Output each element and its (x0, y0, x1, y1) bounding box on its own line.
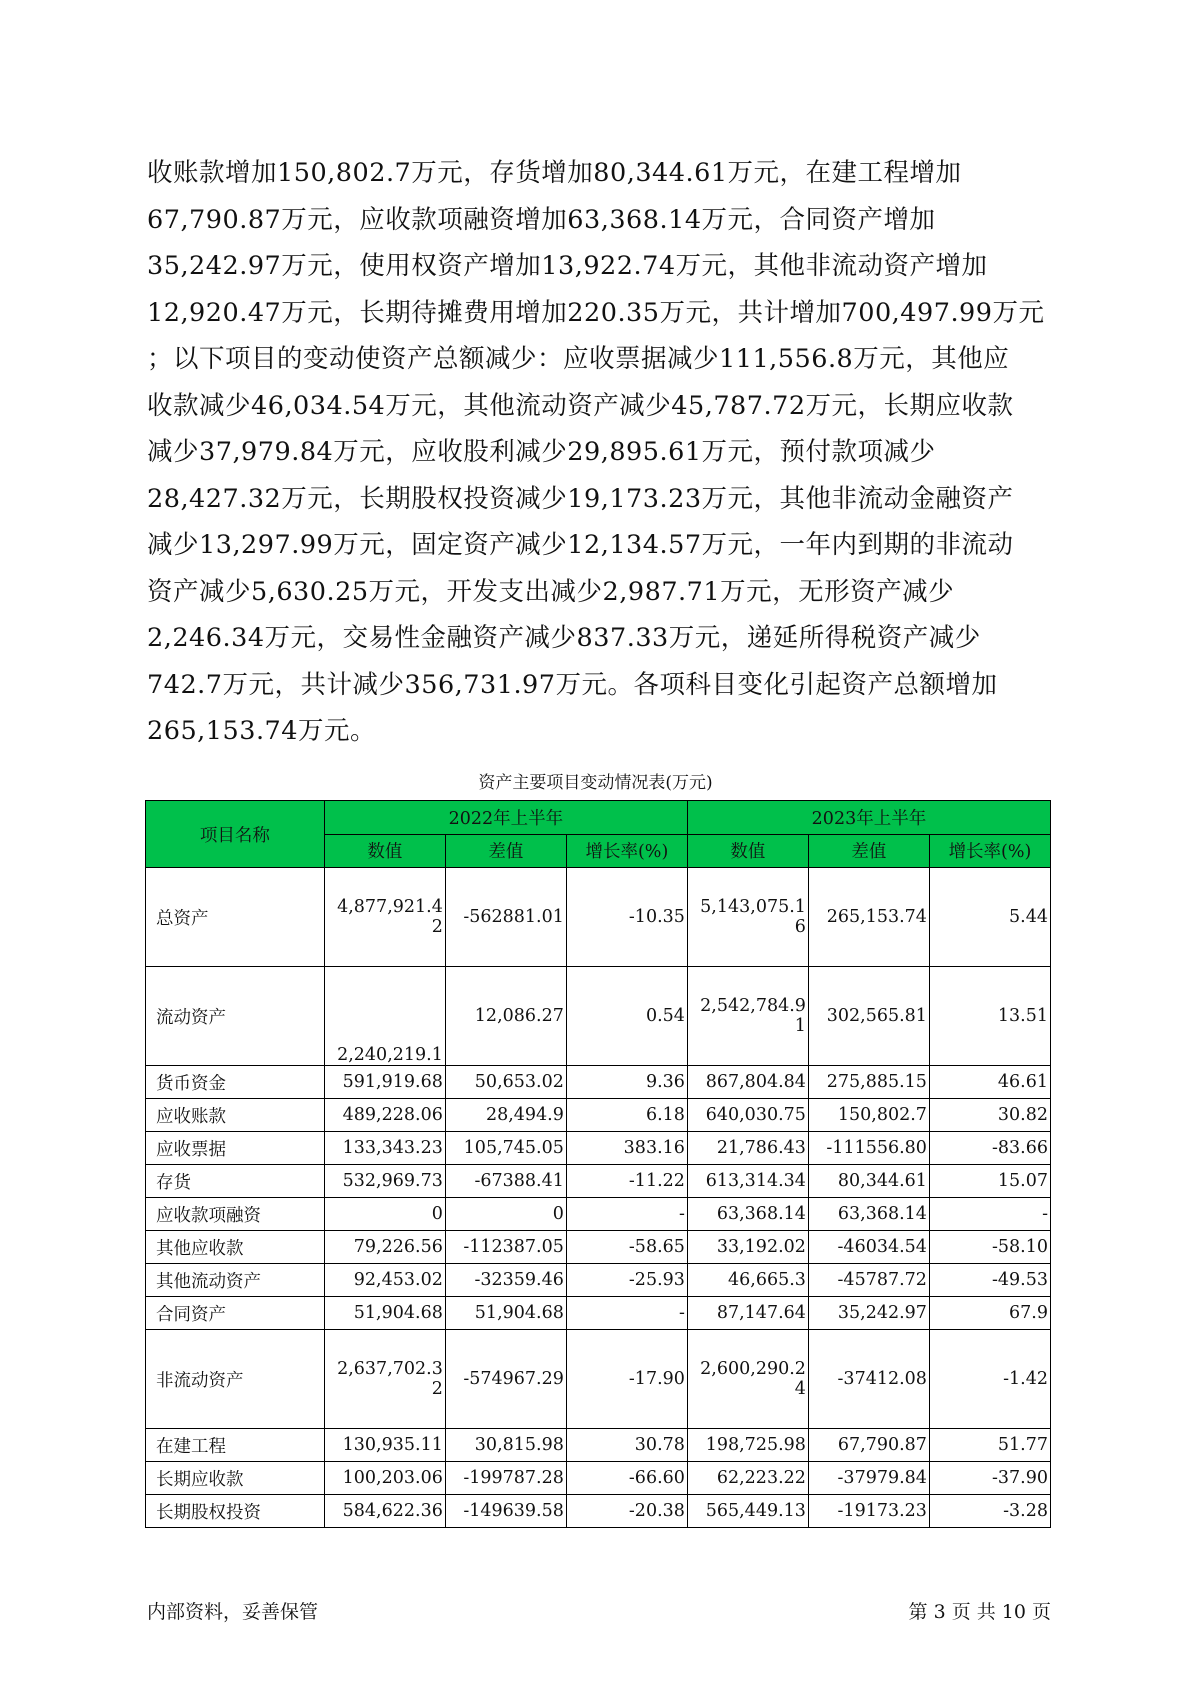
cell-value-2023: 198,725.98 (687, 1429, 808, 1462)
cell-value-2022: 2,240,219.1 (324, 967, 445, 1066)
row-name: 长期应收款 (146, 1462, 325, 1495)
cell-rate-2022: -17.90 (566, 1330, 687, 1429)
cell-value-2022: 51,904.68 (324, 1297, 445, 1330)
cell-diff-2023: 265,153.74 (808, 868, 929, 967)
row-name: 应收票据 (146, 1132, 325, 1165)
cell-diff-2023: 302,565.81 (808, 967, 929, 1066)
cell-value-2023: 87,147.64 (687, 1297, 808, 1330)
header-value-2023: 数值 (687, 834, 808, 868)
cell-value-2022: 4,877,921.42 (324, 868, 445, 967)
footer-page-number: 第 3 页 共 10 页 (908, 1601, 1051, 1623)
body-paragraph: 收账款增加150,802.7万元，存货增加80,344.61万元，在建工程增加 67,790.87万元，应收款项融资增加63,368.14万元，合同资产增加 35,242.97万元，使用权资产增加13,922.74万元，其他非流动资产增加 12,920.47万元，长期待摊费用增加220.35万元，共计增加700,497.99万元 ；以下项目的变动使资产总额减少：应收票据减少111,556.8万元，其他应 收款减少46,034.54万元，其他流动资产减少45,787.72万元，长期应收款 减少37,979.84万元，应收股利减少29,895.61万元，预付款项减少 28,427.32万元，长期股权投资减少19,173.23万元，其他非流动金融资产 减少13,297.99万元，固定资产减少12,134.57万元，一年内到期的非流动 资产减少5,630.25万元，开发支出减少2,987.71万元，无形资产减少 2,246.34万元，交易性金融资产减少837.33万元，递延所得税资产减少 742.7万元，共计减少356,731.97万元。各项科目变化引起资产总额增加 265,153.74万元。 (147, 158, 1045, 746)
cell-rate-2023: -58.10 (929, 1231, 1050, 1264)
cell-diff-2022: 12,086.27 (445, 967, 566, 1066)
cell-value-2022: 0 (324, 1198, 445, 1231)
row-name: 在建工程 (146, 1429, 325, 1462)
header-diff-2022: 差值 (445, 834, 566, 868)
cell-value-2023: 867,804.84 (687, 1066, 808, 1099)
asset-change-table (145, 800, 1051, 1528)
row-name: 长期股权投资 (146, 1495, 325, 1528)
cell-rate-2023: 5.44 (929, 868, 1050, 967)
cell-value-2023: 33,192.02 (687, 1231, 808, 1264)
cell-diff-2022: 50,653.02 (445, 1066, 566, 1099)
cell-diff-2022: 105,745.05 (445, 1132, 566, 1165)
cell-diff-2023: -46034.54 (808, 1231, 929, 1264)
cell-value-2023: 62,223.22 (687, 1462, 808, 1495)
cell-rate-2022: -11.22 (566, 1165, 687, 1198)
table-row (146, 1099, 1051, 1132)
cell-rate-2022: -66.60 (566, 1462, 687, 1495)
row-name: 存货 (146, 1165, 325, 1198)
table-row (146, 1198, 1051, 1231)
cell-diff-2022: -199787.28 (445, 1462, 566, 1495)
cell-value-2022: 584,622.36 (324, 1495, 445, 1528)
cell-value-2022: 591,919.68 (324, 1066, 445, 1099)
cell-rate-2022: 6.18 (566, 1099, 687, 1132)
cell-rate-2023: -1.42 (929, 1330, 1050, 1429)
row-name: 流动资产 (146, 967, 325, 1066)
cell-diff-2023: 80,344.61 (808, 1165, 929, 1198)
table-row (146, 1132, 1051, 1165)
cell-diff-2023: 63,368.14 (808, 1198, 929, 1231)
table-row (146, 967, 1051, 1066)
cell-rate-2022: -20.38 (566, 1495, 687, 1528)
row-name: 合同资产 (146, 1297, 325, 1330)
cell-diff-2022: -574967.29 (445, 1330, 566, 1429)
row-name: 应收款项融资 (146, 1198, 325, 1231)
row-name: 其他应收款 (146, 1231, 325, 1264)
cell-value-2022: 489,228.06 (324, 1099, 445, 1132)
header-period-2023: 2023年上半年 (687, 801, 1050, 835)
cell-rate-2022: -10.35 (566, 868, 687, 967)
table-row (146, 1231, 1051, 1264)
cell-value-2022: 2,637,702.32 (324, 1330, 445, 1429)
cell-rate-2022: 383.16 (566, 1132, 687, 1165)
cell-rate-2023: -3.28 (929, 1495, 1050, 1528)
cell-value-2023: 565,449.13 (687, 1495, 808, 1528)
header-rate-2022: 增长率(%) (566, 834, 687, 868)
cell-rate-2023: 51.77 (929, 1429, 1050, 1462)
table-row (146, 1462, 1051, 1495)
cell-diff-2023: -45787.72 (808, 1264, 929, 1297)
cell-rate-2022: - (566, 1198, 687, 1231)
header-rate-2023: 增长率(%) (929, 834, 1050, 868)
cell-rate-2023: -37.90 (929, 1462, 1050, 1495)
header-diff-2023: 差值 (808, 834, 929, 868)
cell-rate-2022: 30.78 (566, 1429, 687, 1462)
cell-value-2023: 2,600,290.24 (687, 1330, 808, 1429)
row-name: 非流动资产 (146, 1330, 325, 1429)
footer-confidential-note: 内部资料，妥善保管 (147, 1601, 319, 1623)
cell-rate-2022: 0.54 (566, 967, 687, 1066)
cell-value-2023: 46,665.3 (687, 1264, 808, 1297)
cell-diff-2022: 28,494.9 (445, 1099, 566, 1132)
cell-value-2023: 63,368.14 (687, 1198, 808, 1231)
cell-diff-2022: -149639.58 (445, 1495, 566, 1528)
table-row (146, 1330, 1051, 1429)
row-name: 总资产 (146, 868, 325, 967)
cell-value-2022: 79,226.56 (324, 1231, 445, 1264)
cell-rate-2023: 46.61 (929, 1066, 1050, 1099)
cell-diff-2022: -112387.05 (445, 1231, 566, 1264)
cell-value-2023: 2,542,784.91 (687, 967, 808, 1066)
cell-diff-2022: -562881.01 (445, 868, 566, 967)
cell-rate-2023: -83.66 (929, 1132, 1050, 1165)
table-caption: 资产主要项目变动情况表(万元) (478, 773, 713, 793)
cell-value-2022: 532,969.73 (324, 1165, 445, 1198)
table-row (146, 1495, 1051, 1528)
cell-rate-2023: 15.07 (929, 1165, 1050, 1198)
cell-value-2022: 133,343.23 (324, 1132, 445, 1165)
cell-diff-2022: 51,904.68 (445, 1297, 566, 1330)
cell-rate-2022: -25.93 (566, 1264, 687, 1297)
cell-value-2023: 21,786.43 (687, 1132, 808, 1165)
table-row (146, 1066, 1051, 1099)
cell-diff-2022: 30,815.98 (445, 1429, 566, 1462)
cell-rate-2022: 9.36 (566, 1066, 687, 1099)
cell-diff-2023: 275,885.15 (808, 1066, 929, 1099)
cell-diff-2023: -37412.08 (808, 1330, 929, 1429)
cell-diff-2023: -37979.84 (808, 1462, 929, 1495)
row-name: 货币资金 (146, 1066, 325, 1099)
table-row (146, 1297, 1051, 1330)
cell-diff-2023: 150,802.7 (808, 1099, 929, 1132)
cell-diff-2023: 35,242.97 (808, 1297, 929, 1330)
cell-diff-2023: 67,790.87 (808, 1429, 929, 1462)
cell-diff-2022: -32359.46 (445, 1264, 566, 1297)
table-row (146, 1429, 1051, 1462)
cell-rate-2023: - (929, 1198, 1050, 1231)
cell-rate-2023: 13.51 (929, 967, 1050, 1066)
row-name: 应收账款 (146, 1099, 325, 1132)
header-value-2022: 数值 (324, 834, 445, 868)
header-item-name: 项目名称 (146, 801, 325, 868)
cell-value-2022: 92,453.02 (324, 1264, 445, 1297)
table-row (146, 868, 1051, 967)
cell-value-2023: 613,314.34 (687, 1165, 808, 1198)
header-period-2022: 2022年上半年 (324, 801, 687, 835)
cell-diff-2023: -19173.23 (808, 1495, 929, 1528)
cell-value-2023: 640,030.75 (687, 1099, 808, 1132)
table-row (146, 1165, 1051, 1198)
cell-value-2023: 5,143,075.16 (687, 868, 808, 967)
cell-diff-2022: 0 (445, 1198, 566, 1231)
cell-rate-2022: - (566, 1297, 687, 1330)
cell-diff-2022: -67388.41 (445, 1165, 566, 1198)
table-row (146, 1264, 1051, 1297)
cell-rate-2023: -49.53 (929, 1264, 1050, 1297)
cell-rate-2022: -58.65 (566, 1231, 687, 1264)
cell-diff-2023: -111556.80 (808, 1132, 929, 1165)
cell-rate-2023: 67.9 (929, 1297, 1050, 1330)
row-name: 其他流动资产 (146, 1264, 325, 1297)
cell-value-2022: 100,203.06 (324, 1462, 445, 1495)
cell-rate-2023: 30.82 (929, 1099, 1050, 1132)
cell-value-2022: 130,935.11 (324, 1429, 445, 1462)
